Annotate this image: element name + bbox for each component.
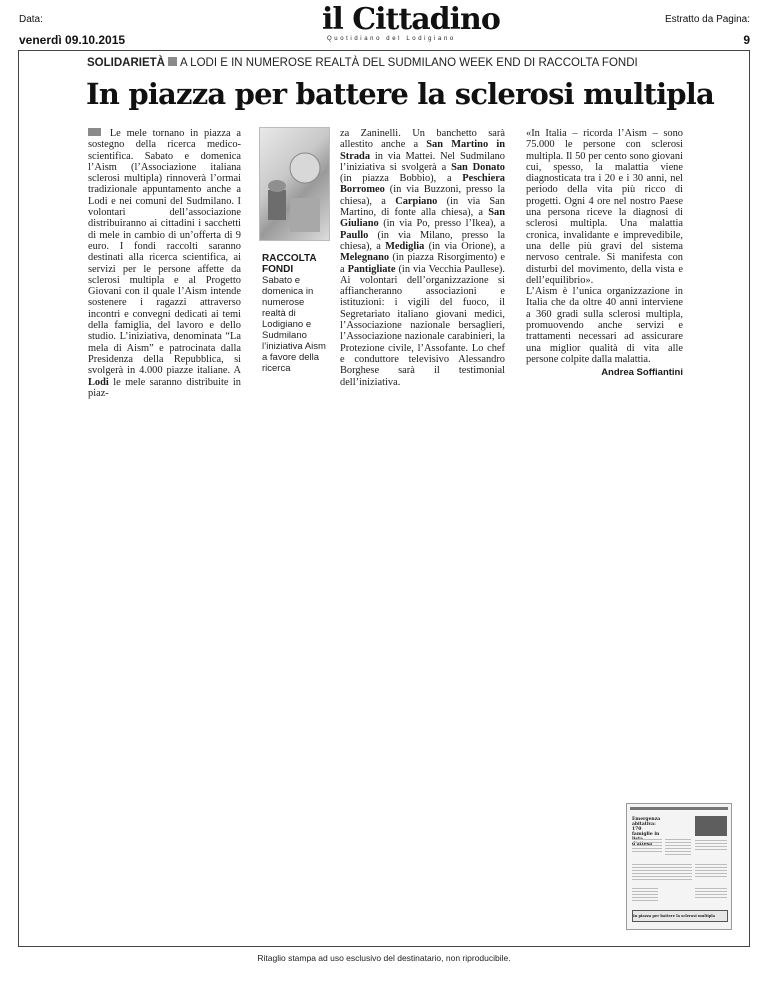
col2-text: (in piazza Risorgimento) e a xyxy=(340,252,505,275)
article-column-3 xyxy=(526,128,683,379)
article-title: In piazza per battere la sclerosi multipla xyxy=(86,77,714,111)
col2-text: (in piazza Bobbio), a xyxy=(340,173,463,185)
col2-text: za Zaninelli. Un banchetto sarà allestito anche a xyxy=(340,128,505,151)
kicker-text: A LODI E IN NUMEROSE REALTÀ DEL SUDMILANO WEEK END DI RACCOLTA FONDI xyxy=(179,57,638,69)
place-pantigliate: Pantigliate xyxy=(347,263,396,275)
place-carpiano: Carpiano xyxy=(395,195,438,207)
col2-text: (in via Buzzoni, presso la chiesa), a xyxy=(340,184,505,207)
col1-bold-lodi: Lodi xyxy=(88,376,109,388)
kicker-section: SOLIDARIETÀ xyxy=(87,57,165,69)
col2-text: (in via Vecchia Paullese). Ai volontari dell’organizzazione si affiancheranno associazioni e istituzioni: i vigili del fuoco, il Segretariato italiano giovani medici, l’Associazione nazionale bersaglieri, l’Associazione nazionale carabinieri, la Protezione civile, l’Assofante. Lo chef e conduttore televisivo Alessandro Borghese sarà il testimonial dell’iniziativa. xyxy=(340,263,505,388)
clipping-disclaimer: Ritaglio stampa ad uso esclusivo del destinatario, non riproducibile. xyxy=(257,953,511,963)
photo-caption xyxy=(262,253,328,374)
photo-illustration xyxy=(260,128,329,240)
col3-paragraph-1: «In Italia – ricorda l’Aism – sono 75.000 le persone con sclerosi multipla. Il 50 per cento sono giovani cui, spesso, la malattia viene diagnosticata tra i 20 e i 30 anni, nel periodo della vita più ricco di progetti. Ogni 4 ore nel nostro Paese una persona riceve la diagnosi di sclerosi multipla. Una malattia cronica, invalidante e imprevedibile, una delle più gravi del sistema nervoso centrale. Si manifesta con disturbi del movimento, della vista e dell’equilibrio». xyxy=(526,128,683,286)
col2-text: (in via Po, presso l’Ikea), a xyxy=(378,218,505,230)
thumbnail-photo xyxy=(695,816,727,836)
col1-text-a: Le mele tornano in piazza a sostegno della ricerca medico-scientifica. Sabato e domenica l’Aism (l’Associazione italiana sclerosi multipla) rinnoverà l’ormai tradizionale appuntamento anche a Lodi e nei comuni del Sudmilano. I volontari dell’associazione distribuiranno ai cittadini i sacchetti di mele in cambio di un’offerta di 9 euro. I fondi raccolti saranno destinati alla ricerca scientifica, ai servizi per le persone affette da sclerosi multipla e al Progetto Giovani con il quale l’Aism intende sostenere i ragazzi attraverso incontri e convegni dedicati ai temi della famiglia, del lavoro e dello studio. L’iniziativa, denominata “La mela di Aism” e patrocinata dalla Presidenza della Repubblica, si svolgerà in 4.000 piazze italiane. A xyxy=(88,128,241,377)
place-paullo: Paullo xyxy=(340,229,369,241)
col1-text-b: le mele saranno distribuite in piaz- xyxy=(88,376,241,399)
article-kicker xyxy=(87,57,638,69)
kicker-square-icon xyxy=(168,57,177,66)
publication-date: venerdì 09.10.2015 xyxy=(19,33,126,47)
thumbnail-article-highlight: In piazza per battere la sclerosi multipla xyxy=(632,910,728,922)
place-san-giuliano: San Giuliano xyxy=(340,207,505,230)
article-photo xyxy=(259,127,330,241)
article-byline: Andrea Soffiantini xyxy=(601,367,683,379)
article-column-2 xyxy=(340,128,505,388)
col2-text: (in via Milano, presso la chiesa), a xyxy=(340,229,505,252)
caption-heading: RACCOLTA FONDI xyxy=(262,253,317,275)
col2-text: in via Mattei. Nel Sudmilano l’iniziativa si svolgerà a xyxy=(340,150,505,173)
place-mediglia: Mediglia xyxy=(385,240,425,252)
newspaper-logo: il Cittadino xyxy=(322,2,500,37)
place-peschiera: Peschiera Borromeo xyxy=(340,173,505,196)
place-san-donato: San Donato xyxy=(451,161,505,173)
date-label: Data: xyxy=(19,14,43,25)
extract-page-label: Estratto da Pagina: xyxy=(664,14,750,25)
place-melegnano: Melegnano xyxy=(340,252,390,264)
page-thumbnail xyxy=(626,803,732,930)
col3-paragraph-2: L’Aism è l’unica organizzazione in Italia che da oltre 40 anni interviene a 360 gradi sulla sclerosi multipla, promuovendo anche servizi e trattamenti necessari ad assicurare una miglior qualità di vita alle persone colpite dalla malattia. xyxy=(526,286,683,365)
place-san-martino: San Martino in Strada xyxy=(340,139,505,162)
paragraph-start-square-icon xyxy=(88,128,101,136)
article-column-1 xyxy=(88,128,241,399)
caption-text: Sabato e domenica in numerose realtà di Lodigiano e Sudmilano l’iniziativa Aism a favore della ricerca xyxy=(262,275,326,374)
page-number: 9 xyxy=(743,33,750,47)
thumbnail-headline: Emergenza abitativa: 170 famiglie in xyxy=(632,817,661,837)
col2-text: (in via San Martino, di fonte alla chiesa), a xyxy=(340,195,505,219)
col2-text: (in via Orione), a xyxy=(424,240,506,252)
newspaper-logo-subtitle: Quotidiano del Lodigiano xyxy=(327,36,456,42)
